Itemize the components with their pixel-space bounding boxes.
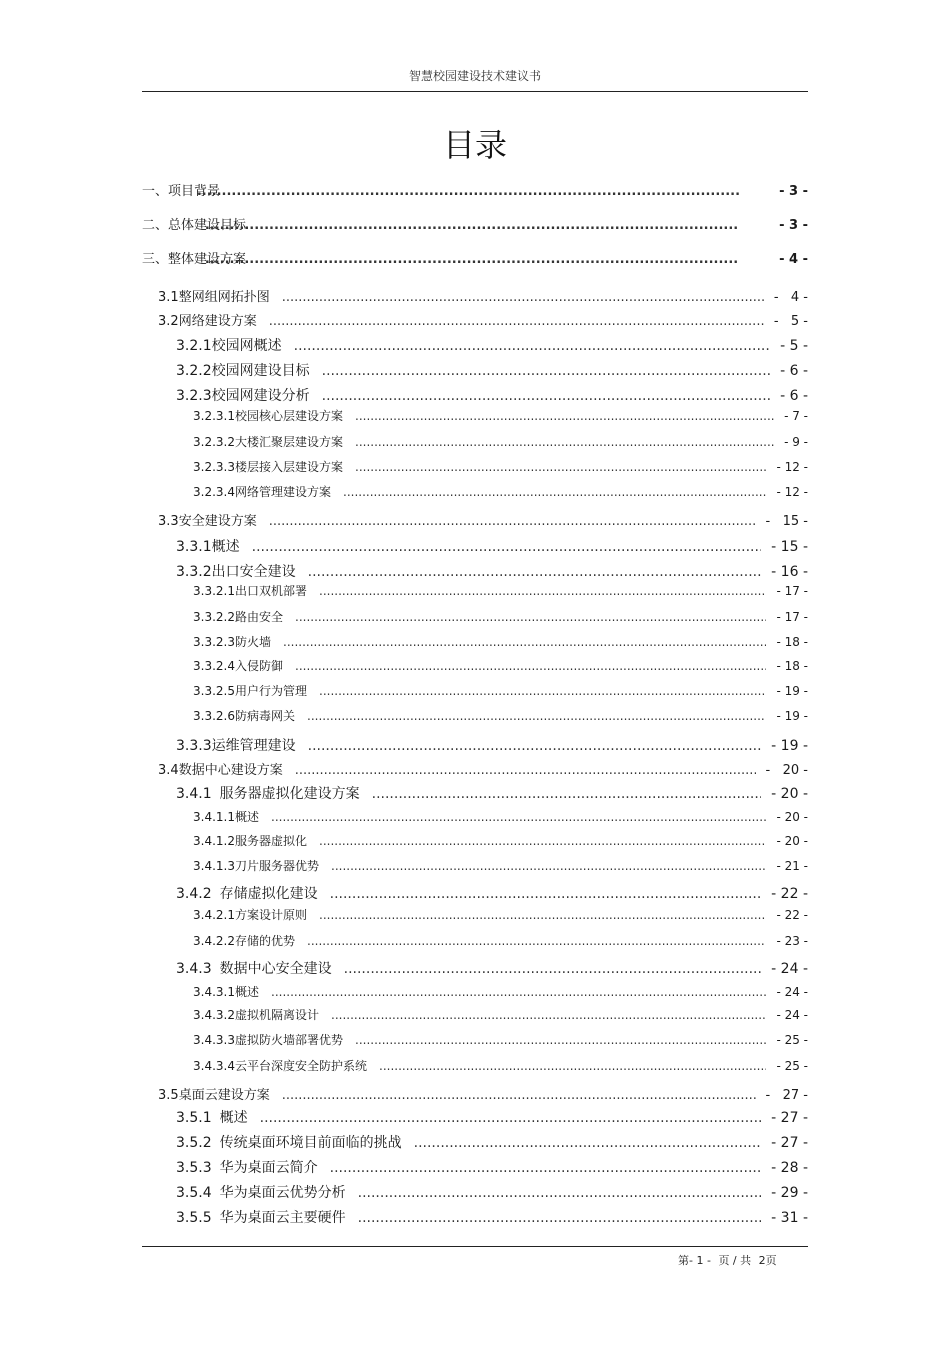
- toc-entry-number: 3.4: [158, 763, 179, 778]
- toc-entry-title: 概述: [219, 1110, 248, 1126]
- toc-entry[interactable]: [176, 385, 808, 405]
- toc-dot-leader: [252, 539, 762, 555]
- toc-entry-title: 防病毒网关: [234, 709, 295, 723]
- toc-entry[interactable]: [193, 657, 808, 674]
- toc-entry-page: - 25 -: [776, 1033, 808, 1047]
- toc-entry-title: 服务器虚拟化: [234, 834, 307, 848]
- toc-entry-page: - 20 -: [776, 834, 808, 848]
- toc-entry[interactable]: [193, 832, 808, 849]
- toc-entry-number: 3.3.2.3: [193, 635, 235, 649]
- toc-entry-title: 用户行为管理: [234, 684, 307, 698]
- toc-entry-page: - 22 -: [776, 908, 808, 922]
- toc-entry-title: 整体建设方案: [168, 252, 247, 267]
- toc-entry-title: 概述: [234, 985, 259, 999]
- toc-entry-page: - 20 -: [765, 763, 808, 778]
- toc-dot-leader: [295, 659, 766, 673]
- toc-entry-title: 虚拟机隔离设计: [234, 1008, 319, 1022]
- toc-dot-leader: [319, 584, 766, 598]
- toc-dot-leader: [260, 1110, 762, 1126]
- toc-entry-number: 3.4.3.1: [193, 985, 235, 999]
- toc-entry-title: 存储的优势: [234, 934, 295, 948]
- toc-entry-page: - 12 -: [776, 460, 808, 474]
- toc-entry[interactable]: [142, 180, 808, 199]
- toc-entry-page: - 9 -: [784, 435, 808, 449]
- toc-entry[interactable]: [193, 1031, 808, 1048]
- toc-dot-leader: [197, 184, 739, 199]
- toc-entry-page: - 16 -: [771, 564, 808, 580]
- toc-entry-number: 3.4.1.2: [193, 834, 235, 848]
- toc-entry[interactable]: [193, 1006, 808, 1023]
- toc-entry-number: 3.2.3.1: [193, 409, 235, 423]
- toc-entry-number: 3.4.1.1: [193, 810, 235, 824]
- toc-entry[interactable]: [193, 608, 808, 625]
- toc-entry-number: 3.4.3.3: [193, 1033, 235, 1047]
- toc-dot-leader: [379, 1059, 766, 1073]
- toc-entry-title: 出口双机部署: [234, 584, 307, 598]
- toc-entry-page: - 19 -: [771, 738, 808, 754]
- toc-dot-leader: [344, 961, 762, 977]
- toc-entry-page: - 6 -: [780, 388, 808, 404]
- toc-dot-leader: [322, 363, 770, 379]
- toc-entry-number: 3.2.2: [176, 363, 212, 379]
- toc-entry-page: - 24 -: [776, 985, 808, 999]
- toc-entry-page: - 15 -: [765, 514, 808, 529]
- toc-dot-leader: [319, 684, 766, 698]
- toc-entry-number: 3.2.3.4: [193, 485, 235, 499]
- toc-entry-page: - 19 -: [776, 709, 808, 723]
- toc-entry[interactable]: [193, 1057, 808, 1074]
- toc-entry-page: - 28 -: [771, 1160, 808, 1176]
- toc-entry-number: 3.5: [158, 1088, 179, 1103]
- toc-entry-page: - 22 -: [771, 886, 808, 902]
- toc-entry[interactable]: [176, 735, 808, 755]
- toc-entry-number: 3.5.3: [176, 1160, 212, 1176]
- toc-entry[interactable]: [176, 1207, 808, 1227]
- toc-entry-number: 3.5.1: [176, 1110, 212, 1126]
- toc-entry-title: 总体建设目标: [168, 218, 247, 233]
- toc-dot-leader: [294, 338, 770, 354]
- toc-entry-page: - 12 -: [776, 485, 808, 499]
- toc-entry-title: 方案设计原则: [234, 908, 307, 922]
- toc-entry-number: 3.2.3.3: [193, 460, 235, 474]
- toc-entry[interactable]: [193, 906, 808, 923]
- toc-dot-leader: [307, 709, 766, 723]
- toc-entry-number: 3.4.3: [176, 961, 212, 977]
- toc-entry[interactable]: [193, 707, 808, 724]
- toc-entry-title: 入侵防御: [234, 659, 283, 673]
- toc-entry-title: 桌面云建设方案: [178, 1088, 270, 1103]
- toc-entry-number: 3.4.1.3: [193, 859, 235, 873]
- toc-dot-leader: [331, 1008, 766, 1022]
- toc-entry[interactable]: [176, 883, 808, 903]
- toc-entry-page: - 18 -: [776, 635, 808, 649]
- toc-dot-leader: [307, 934, 766, 948]
- toc-entry-page: - 5 -: [773, 314, 808, 329]
- toc-entry-title: 运维管理建设: [211, 738, 296, 754]
- toc-entry[interactable]: [142, 248, 808, 267]
- toc-entry[interactable]: [193, 932, 808, 949]
- toc-entry-number: 3.5.5: [176, 1210, 212, 1226]
- toc-dot-leader: [271, 985, 766, 999]
- toc-dot-leader: [295, 610, 766, 624]
- toc-entry-number: 3.2.3.2: [193, 435, 235, 449]
- toc-dot-leader: [205, 252, 739, 267]
- toc-entry-number: 3.4.1: [176, 786, 212, 802]
- toc-entry-page: - 5 -: [780, 338, 808, 354]
- toc-entry[interactable]: [176, 360, 808, 380]
- toc-dot-leader: [358, 1185, 762, 1201]
- running-header: 智慧校园建设技术建议书: [408, 69, 541, 83]
- toc-dot-leader: [271, 810, 766, 824]
- toc-entry[interactable]: [158, 510, 808, 529]
- toc-dot-leader: [330, 886, 762, 902]
- toc-dot-leader: [414, 1135, 762, 1151]
- toc-entry-page: - 4 -: [779, 252, 808, 267]
- toc-entry[interactable]: [193, 682, 808, 699]
- toc-entry-title: 华为桌面云简介: [219, 1160, 318, 1176]
- toc-entry[interactable]: [176, 335, 808, 355]
- toc-entry[interactable]: [193, 582, 808, 599]
- toc-entry[interactable]: [193, 458, 808, 475]
- toc-entry-number: 3.4.2.2: [193, 934, 235, 948]
- toc-entry-title: 安全建设方案: [178, 514, 257, 529]
- toc-dot-leader: [355, 460, 766, 474]
- toc-entry-title: 数据中心建设方案: [178, 763, 283, 778]
- footer-separator: 页 / 共: [718, 1254, 752, 1267]
- toc-entry[interactable]: [158, 1084, 808, 1103]
- toc-entry-title: 路由安全: [234, 610, 283, 624]
- toc-entry-title: 防火墙: [234, 635, 271, 649]
- toc-entry-page: - 17 -: [776, 584, 808, 598]
- toc-entry-title: 出口安全建设: [211, 564, 296, 580]
- toc-dot-leader: [283, 635, 766, 649]
- toc-entry-title: 校园网概述: [211, 338, 282, 354]
- toc-dot-leader: [269, 514, 756, 529]
- toc-dot-leader: [355, 409, 774, 423]
- toc-entry-page: - 19 -: [776, 684, 808, 698]
- toc-dot-leader: [322, 388, 770, 404]
- toc-entry[interactable]: [176, 536, 808, 556]
- toc-dot-leader: [372, 786, 762, 802]
- toc-entry-page: - 31 -: [771, 1210, 808, 1226]
- toc-entry[interactable]: [193, 633, 808, 650]
- toc-entry-page: - 15 -: [771, 539, 808, 555]
- toc-entry-page: - 21 -: [776, 859, 808, 873]
- toc-entry[interactable]: [142, 214, 808, 233]
- toc-entry-number: 3.3.2.2: [193, 610, 235, 624]
- toc-entry-title: 网络建设方案: [178, 314, 257, 329]
- toc-entry-title: 虚拟防火墙部署优势: [234, 1033, 343, 1047]
- toc-entry-page: - 27 -: [771, 1135, 808, 1151]
- toc-entry[interactable]: [193, 433, 808, 450]
- toc-entry-title: 概述: [234, 810, 259, 824]
- toc-entry-title: 校园网建设分析: [211, 388, 310, 404]
- toc-entry-title: 华为桌面云优势分析: [219, 1185, 346, 1201]
- toc-entry-number: 3.4.3.4: [193, 1059, 235, 1073]
- footer-total: 2页: [758, 1254, 777, 1267]
- toc-entry-number: 3.4.3.2: [193, 1008, 235, 1022]
- toc-entry[interactable]: [193, 483, 808, 500]
- toc-entry-number: 3.4.2: [176, 886, 212, 902]
- toc-dot-leader: [308, 564, 762, 580]
- toc-entry[interactable]: [158, 759, 808, 778]
- toc-entry[interactable]: [193, 857, 808, 874]
- toc-entry-number: 二、: [142, 218, 169, 233]
- toc-entry-page: - 29 -: [771, 1185, 808, 1201]
- toc-entry-title: 校园网建设目标: [211, 363, 310, 379]
- toc-dot-leader: [308, 738, 762, 754]
- toc-entry[interactable]: [158, 286, 808, 305]
- toc-entry[interactable]: [176, 958, 808, 978]
- toc-entry[interactable]: [176, 1182, 808, 1202]
- toc-entry-title: 传统桌面环境目前面临的挑战: [219, 1135, 402, 1151]
- toc-entry-number: 3.3.2.5: [193, 684, 235, 698]
- toc-entry-page: - 3 -: [779, 184, 808, 199]
- toc-entry-title: 校园核心层建设方案: [234, 409, 343, 423]
- toc-dot-leader: [319, 834, 766, 848]
- toc-entry-number: 3.3.2.1: [193, 584, 235, 598]
- toc-entry-page: - 24 -: [771, 961, 808, 977]
- toc-entry-title: 云平台深度安全防护系统: [234, 1059, 367, 1073]
- toc-dot-leader: [355, 435, 774, 449]
- footer-page-label: 第- 1 -: [678, 1254, 711, 1267]
- toc-entry-page: - 7 -: [784, 409, 808, 423]
- toc-entry-page: - 20 -: [776, 810, 808, 824]
- toc-dot-leader: [331, 859, 766, 873]
- toc-entry-number: 3.3: [158, 514, 179, 529]
- toc-heading: 目录: [442, 126, 507, 164]
- toc-entry-title: 服务器虚拟化建设方案: [219, 786, 360, 802]
- toc-entry-number: 3.1: [158, 290, 179, 305]
- toc-dot-leader: [282, 290, 764, 305]
- toc-entry-page: - 3 -: [779, 218, 808, 233]
- toc-dot-leader: [282, 1088, 756, 1103]
- toc-entry-title: 概述: [211, 539, 240, 555]
- toc-entry-page: - 4 -: [773, 290, 808, 305]
- toc-entry[interactable]: [193, 808, 808, 825]
- toc-entry-number: 三、: [142, 252, 169, 267]
- toc-entry-number: 3.3.2: [176, 564, 212, 580]
- toc-entry[interactable]: [158, 310, 808, 329]
- toc-entry[interactable]: [176, 1157, 808, 1177]
- toc-entry-number: 3.5.2: [176, 1135, 212, 1151]
- toc-entry-title: 楼层接入层建设方案: [234, 460, 343, 474]
- toc-entry-number: 3.3.3: [176, 738, 212, 754]
- toc-entry-title: 项目背景: [168, 184, 221, 199]
- toc-entry-number: 3.2.1: [176, 338, 212, 354]
- toc-entry-page: - 6 -: [780, 363, 808, 379]
- toc-dot-leader: [358, 1210, 762, 1226]
- toc-entry-title: 刀片服务器优势: [234, 859, 319, 873]
- toc-entry-number: 3.4.2.1: [193, 908, 235, 922]
- toc-entry-title: 大楼汇聚层建设方案: [234, 435, 343, 449]
- toc-dot-leader: [205, 218, 739, 233]
- toc-entry-number: 3.5.4: [176, 1185, 212, 1201]
- toc-dot-leader: [295, 763, 756, 778]
- toc-entry[interactable]: [176, 1132, 808, 1152]
- toc-entry-page: - 20 -: [771, 786, 808, 802]
- page-footer: [678, 1252, 781, 1268]
- toc-entry-number: 一、: [142, 184, 169, 199]
- footer-rule: [142, 1246, 808, 1247]
- toc-entry-number: 3.2.3: [176, 388, 212, 404]
- toc-dot-leader: [269, 314, 764, 329]
- toc-entry[interactable]: [176, 561, 808, 581]
- toc-entry-number: 3.2: [158, 314, 179, 329]
- toc-entry-number: 3.3.2.6: [193, 709, 235, 723]
- toc-entry-title: 整网组网拓扑图: [178, 290, 270, 305]
- toc-entry-page: - 17 -: [776, 610, 808, 624]
- toc-dot-leader: [355, 1033, 766, 1047]
- toc-entry[interactable]: [176, 783, 808, 803]
- toc-entry-page: - 24 -: [776, 1008, 808, 1022]
- toc-dot-leader: [343, 485, 766, 499]
- toc-entry[interactable]: [193, 407, 808, 424]
- toc-dot-leader: [319, 908, 766, 922]
- toc-entry-title: 华为桌面云主要硬件: [219, 1210, 346, 1226]
- toc-entry-page: - 25 -: [776, 1059, 808, 1073]
- toc-entry-page: - 27 -: [771, 1110, 808, 1126]
- toc-entry-number: 3.3.1: [176, 539, 212, 555]
- toc-entry-page: - 27 -: [765, 1088, 808, 1103]
- toc-entry-title: 存储虚拟化建设: [219, 886, 318, 902]
- toc-entry-page: - 18 -: [776, 659, 808, 673]
- toc-entry[interactable]: [176, 1107, 808, 1127]
- toc-entry-title: 数据中心安全建设: [219, 961, 332, 977]
- toc-dot-leader: [330, 1160, 762, 1176]
- toc-entry[interactable]: [193, 983, 808, 1000]
- toc-entry-number: 3.3.2.4: [193, 659, 235, 673]
- toc-entry-title: 网络管理建设方案: [234, 485, 331, 499]
- toc-entry-page: - 23 -: [776, 934, 808, 948]
